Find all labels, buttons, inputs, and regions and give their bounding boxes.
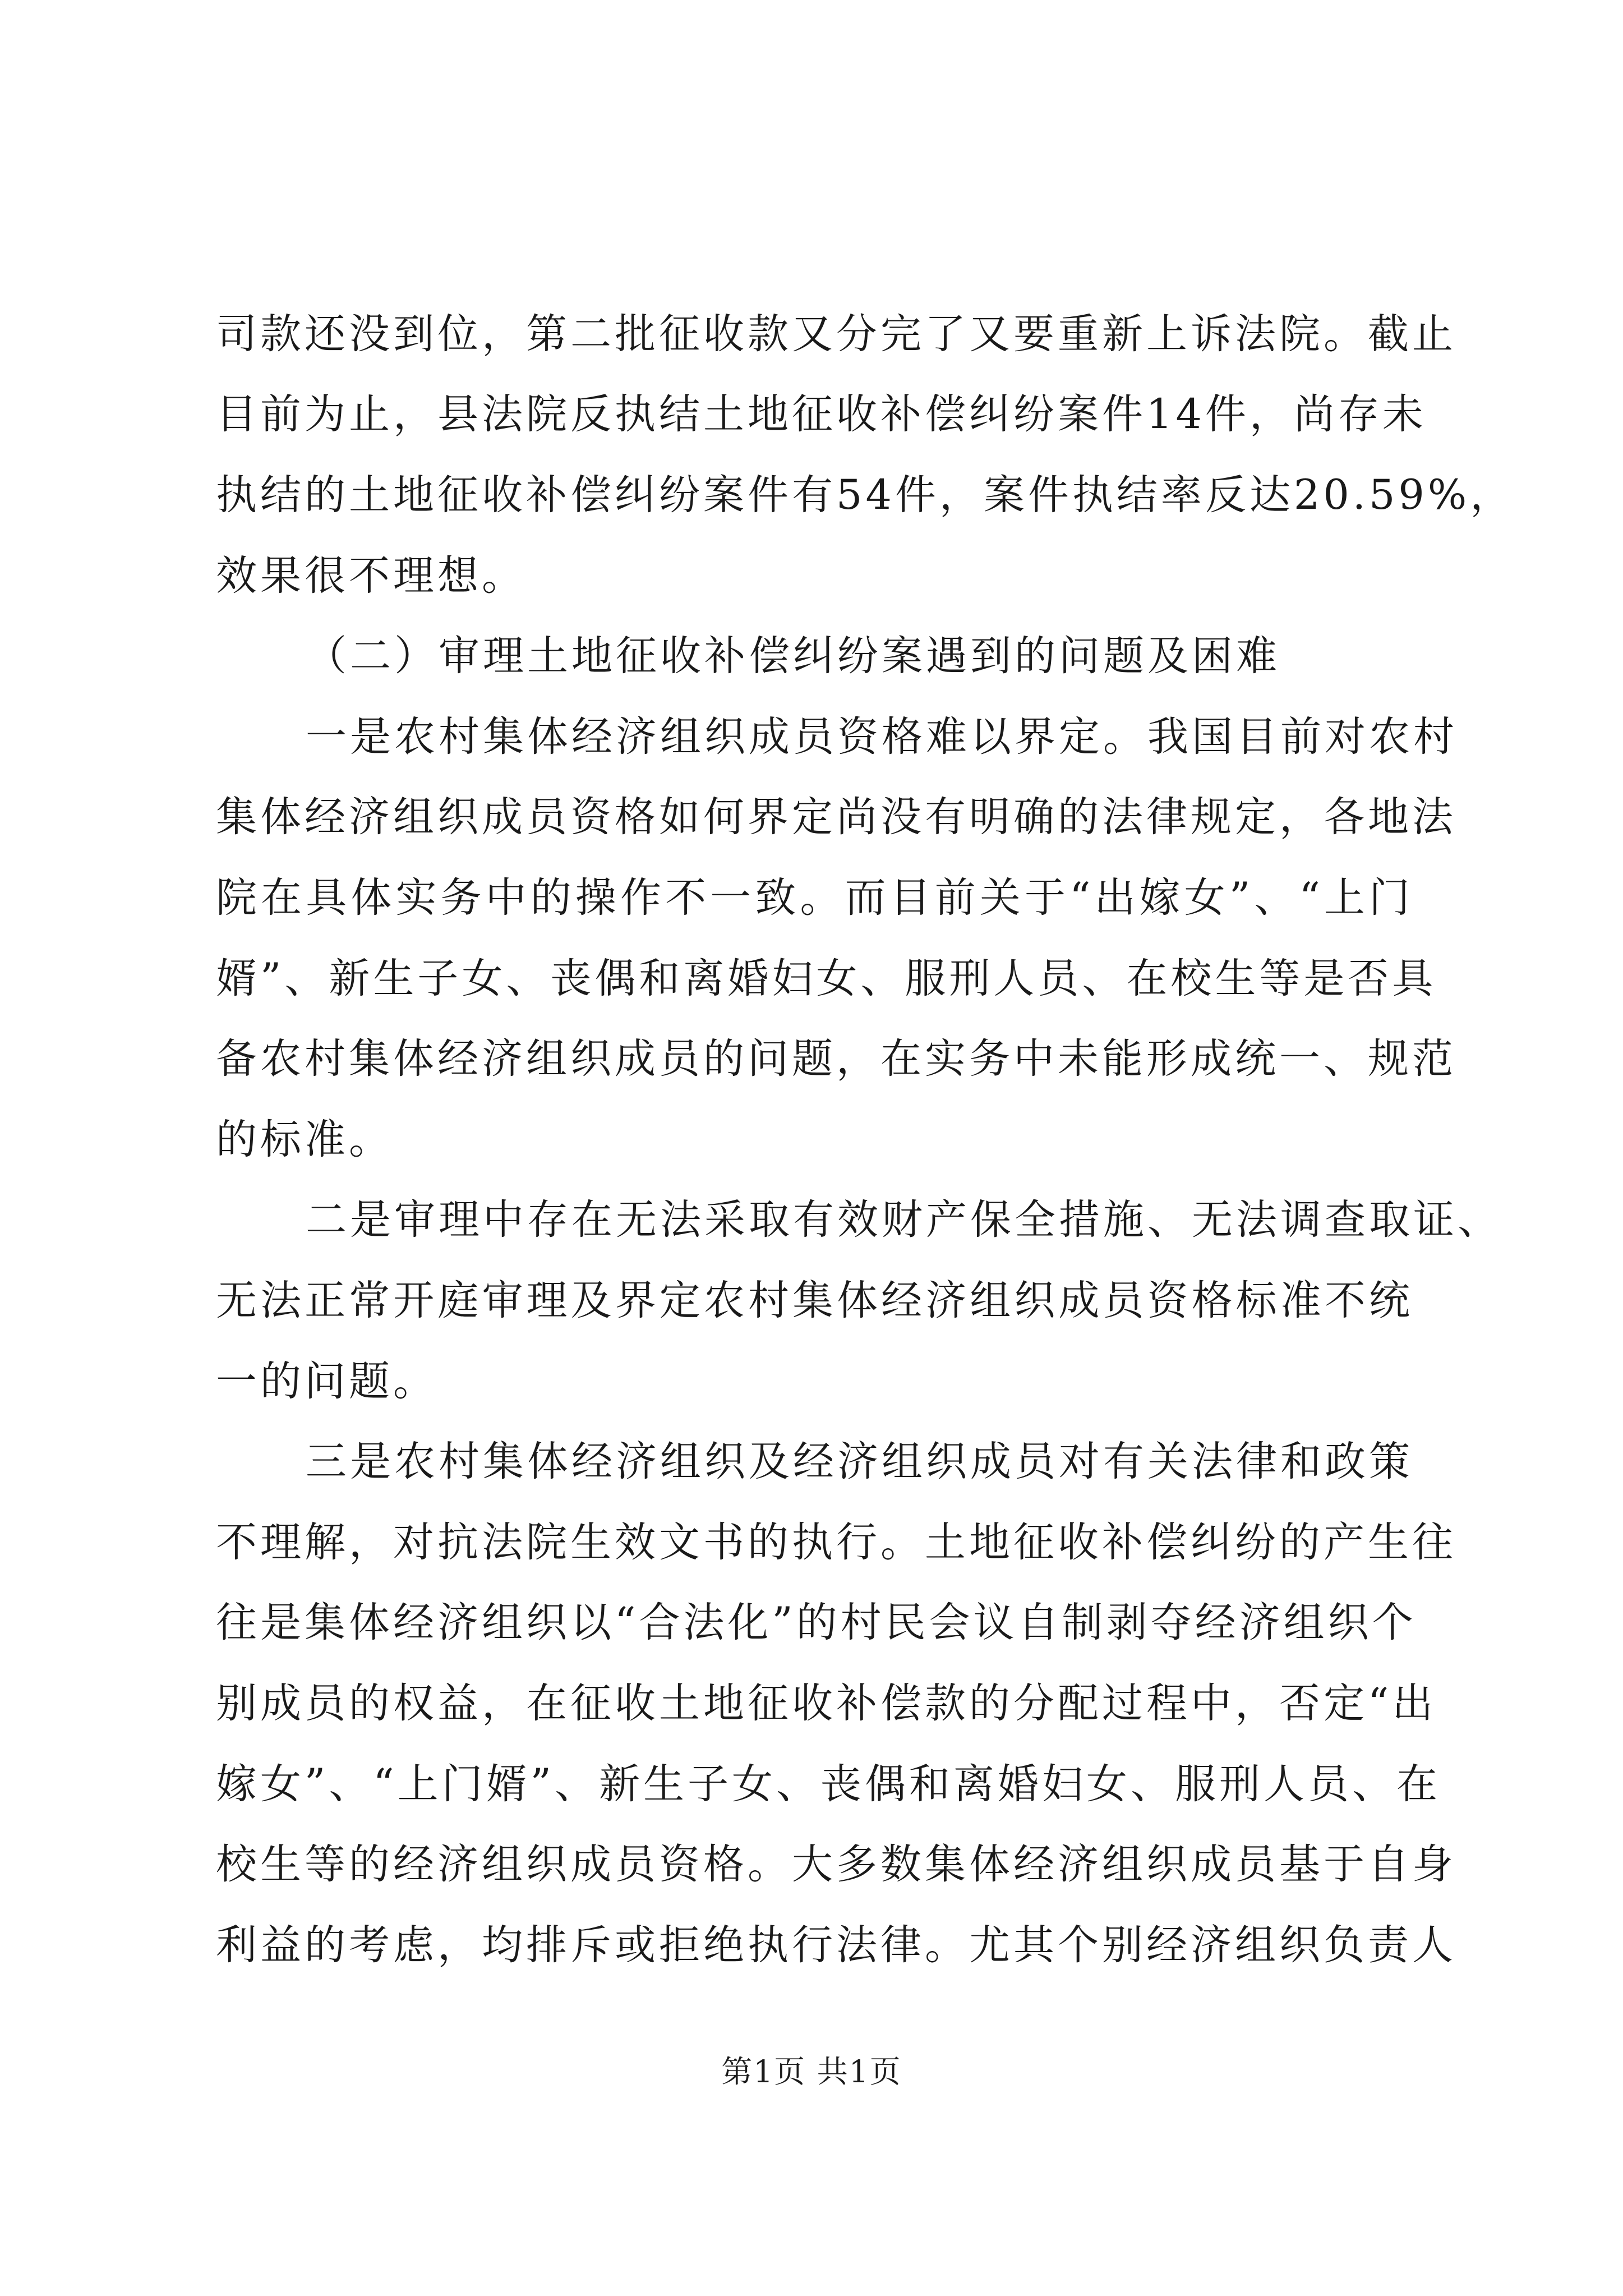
- text-line: 往是集体经济组织以“合法化”的村民会议自制剥夺经济组织个: [216, 1599, 1417, 1646]
- text-line: 司款还没到位，第二批征收款又分完了又要重新上诉法院。截止: [216, 310, 1456, 358]
- text-line: 目前为止，县法院反执结土地征收补偿纠纷案件14件，尚存未: [216, 390, 1427, 438]
- text-line: 无法正常开庭审理及界定农村集体经济组织成员资格标准不统: [216, 1277, 1413, 1324]
- text-line: 二是审理中存在无法采取有效财产保全措施、无法调查取证、: [306, 1196, 1502, 1244]
- text-line: 的标准。: [216, 1116, 393, 1163]
- text-line: 集体经济组织成员资格如何界定尚没有明确的法律规定，各地法: [216, 793, 1456, 841]
- text-line: 一的问题。: [216, 1358, 437, 1405]
- text-line: 院在具体实务中的操作不一致。而目前关于“出嫁女”、“上门: [216, 874, 1413, 922]
- page-number-footer: 第1页 共1页: [721, 2054, 902, 2090]
- text-line: 嫁女”、“上门婿”、新生子女、丧偶和离婚妇女、服刑人员、在: [216, 1760, 1441, 1808]
- text-line: 不理解，对抗法院生效文书的执行。土地征收补偿纠纷的产生往: [216, 1519, 1456, 1566]
- text-line: 一是农村集体经济组织成员资格难以界定。我国目前对农村: [306, 713, 1458, 761]
- text-line: 执结的土地征收补偿纠纷案件有54件，案件执结率反达20.59%，: [216, 471, 1515, 519]
- text-line: 三是农村集体经济组织及经济组织成员对有关法律和政策: [306, 1438, 1413, 1485]
- text-line: 效果很不理想。: [216, 552, 526, 600]
- section-heading: （二）审理土地征收补偿纠纷案遇到的问题及困难: [306, 632, 1280, 680]
- text-line: 利益的考虑，均排斥或拒绝执行法律。尤其个别经济组织负责人: [216, 1921, 1456, 1969]
- text-line: 校生等的经济组织成员资格。大多数集体经济组织成员基于自身: [216, 1841, 1456, 1888]
- text-line: 备农村集体经济组织成员的问题，在实务中未能形成统一、规范: [216, 1035, 1456, 1083]
- text-line: 婿”、新生子女、丧偶和离婚妇女、服刑人员、在校生等是否具: [216, 955, 1437, 1002]
- text-line: 别成员的权益，在征收土地征收补偿款的分配过程中，否定“出: [216, 1680, 1437, 1727]
